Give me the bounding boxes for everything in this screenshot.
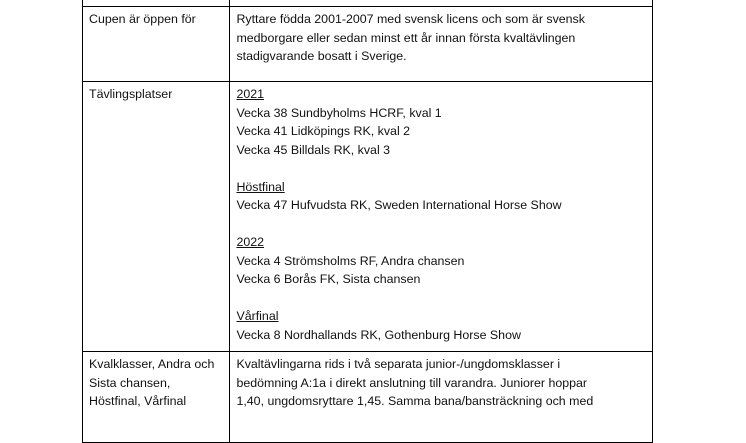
rules-table [82,0,653,443]
table-row-venues [83,82,653,352]
venue-line: Vecka 8 Nordhallands RK, Gothenburg Horse Show [236,327,521,342]
value-qualifiers-line: Kvaltävlingarna rids i två separata junior-/ungdomsklasser i [236,357,561,371]
venue-section-2021 [236,85,646,159]
value-cell-qualifiers [230,352,653,443]
spacer [236,159,646,178]
spacer [236,289,646,308]
label-venues: Tävlingsplatser [89,87,173,101]
venue-line: Vecka 45 Billdals RK, kval 3 [236,142,391,157]
label-cell-qualifiers [83,352,230,443]
venue-line: Vecka 4 Strömsholms RF, Andra chansen [236,253,465,268]
label-qualifiers-line: Kvalklasser, Andra och [89,357,215,371]
section-heading-spring-final: Vårfinal [236,309,279,323]
value-qualifiers-line: bedömning A:1a i direkt anslutning till varandra. Juniorer hoppar [236,375,588,390]
table-row-open-for [83,7,653,82]
value-open-for: Ryttare födda 2001-2007 med svensk licens och som är svensk medborgare eller sedan minst ett år innan första kvaltävlingen stadigvarande bosatt i Sverige. [236,12,585,63]
label-qualifiers-line: Höstfinal, Vårfinal [89,394,187,408]
venue-section-autumn-final [236,178,646,215]
label-open-for: Cupen är öppen för [89,12,196,26]
table-row-qualifiers [83,352,653,443]
label-cell-venues [83,82,230,352]
section-heading-2021: 2021 [236,87,265,101]
value-cell-open-for [230,7,653,82]
venue-line: Vecka 41 Lidköpings RK, kval 2 [236,124,411,138]
value-cell-venues [230,82,653,352]
venue-line: Vecka 47 Hufvudsta RK, Sweden International Horse Show [236,198,562,212]
venue-line: Vecka 6 Borås FK, Sista chansen [236,272,421,286]
section-heading-autumn-final: Höstfinal [236,179,285,194]
spacer [236,215,646,234]
value-qualifiers-line: 1,40, ungdomsryttare 1,45. Samma bana/bansträckning och med [236,394,594,408]
venue-section-spring-final [236,307,646,344]
section-heading-2022: 2022 [236,235,265,249]
label-qualifiers-line: Sista chansen, [89,375,171,390]
label-cell-open-for [83,7,230,82]
venue-line: Vecka 38 Sundbyholms HCRF, kval 1 [236,105,442,120]
venue-section-2022 [236,233,646,289]
